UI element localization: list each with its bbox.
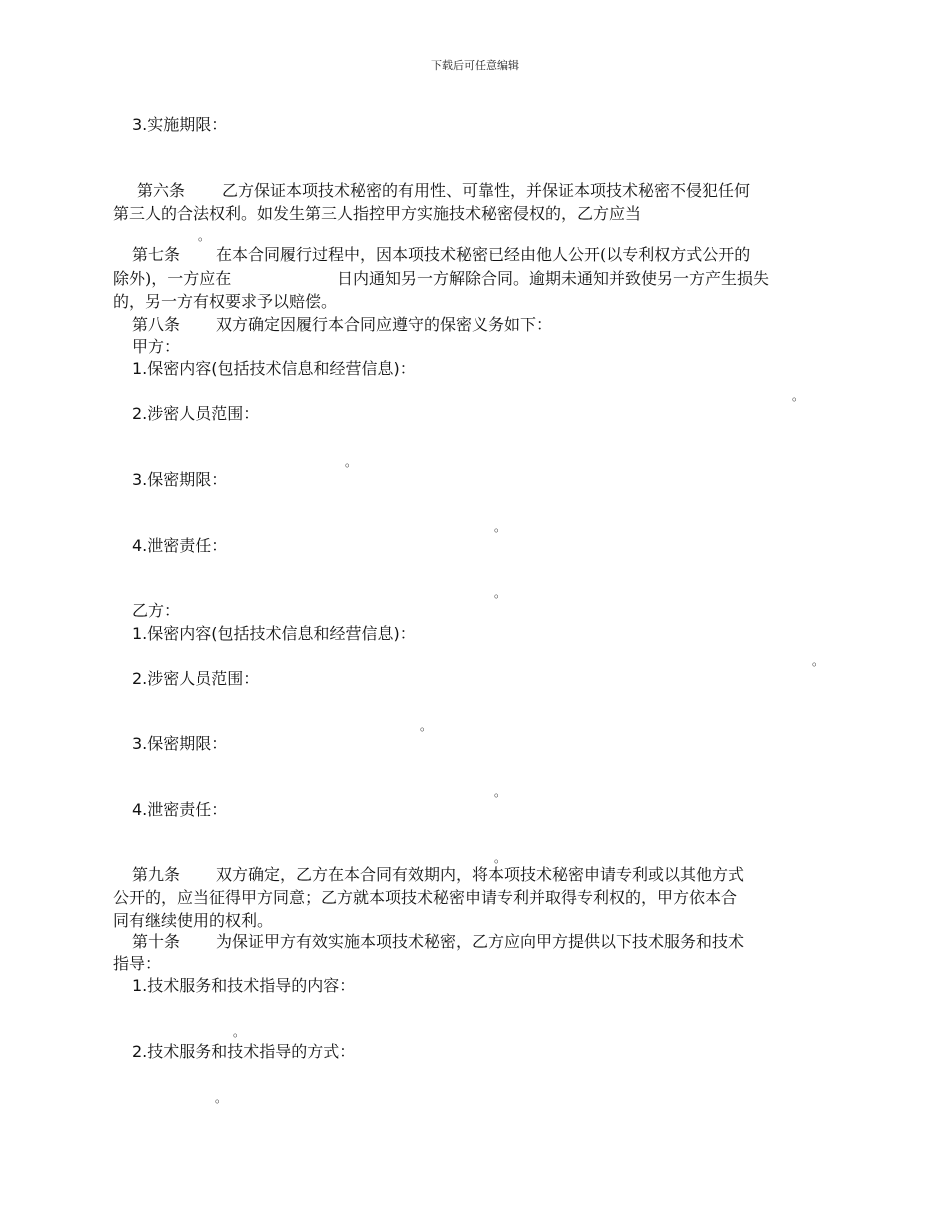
article-9-label: 第九条	[132, 865, 181, 884]
article-6-line-2: 第三人的合法权利。如发生第三人指控甲方实施技术秘密侵权的，乙方应当	[113, 204, 642, 223]
party-a-item-4-period: 。	[494, 586, 507, 600]
article-7-line-2b: 日内通知另一方解除合同。逾期未通知并致使另一方产生损失	[337, 269, 770, 288]
party-b-label: 乙方：	[132, 601, 181, 620]
party-a-item-3-period: 。	[494, 520, 507, 534]
party-b-item-4: 4.泄密责任：	[132, 800, 228, 819]
article-10-line-1: 为保证甲方有效实施本项技术秘密，乙方应向甲方提供以下技术服务和技术	[216, 932, 745, 951]
article-6-line-1: 乙方保证本项技术秘密的有用性、可靠性，并保证本项技术秘密不侵犯任何	[222, 181, 751, 200]
article-9-line-2: 公开的，应当征得甲方同意；乙方就本项技术秘密申请专利并取得专利权的，甲方依本合	[113, 888, 738, 907]
page-header: 下载后可任意编辑	[431, 59, 519, 72]
party-b-item-4-period: 。	[494, 851, 507, 865]
party-a-item-3: 3.保密期限：	[132, 470, 228, 489]
party-a-item-2-period: 。	[345, 455, 358, 469]
article-7-line-3: 的，另一方有权要求予以赔偿。	[113, 292, 338, 311]
article-10-item-2-period: 。	[215, 1091, 228, 1105]
party-a-item-1: 1.保密内容(包括技术信息和经营信息)：	[132, 359, 416, 378]
article-9-line-1: 双方确定，乙方在本合同有效期内，将本项技术秘密申请专利或以其他方式	[216, 865, 745, 884]
article-7-line-2a: 除外)，一方应在	[113, 269, 232, 288]
article-9-line-3: 同有继续使用的权利。	[113, 911, 274, 930]
article-6-period: 。	[198, 229, 211, 243]
party-a-item-1-period: 。	[792, 389, 805, 403]
party-b-item-1-period: 。	[812, 654, 825, 668]
article-8-text: 双方确定因履行本合同应遵守的保密义务如下：	[216, 315, 553, 334]
article-8-label: 第八条	[132, 315, 181, 334]
party-a-label: 甲方：	[132, 337, 181, 356]
article-7-label: 第七条	[132, 245, 181, 264]
article-10-item-1: 1.技术服务和技术指导的内容：	[132, 976, 356, 995]
article-6-label: 第六条	[137, 181, 186, 200]
party-b-item-1: 1.保密内容(包括技术信息和经营信息)：	[132, 624, 416, 643]
article-7-line-1: 在本合同履行过程中，因本项技术秘密已经由他人公开(以专利权方式公开的	[216, 245, 751, 264]
party-a-item-2: 2.涉密人员范围：	[132, 404, 260, 423]
party-b-item-3-period: 。	[494, 785, 507, 799]
party-a-item-4: 4.泄密责任：	[132, 536, 228, 555]
party-b-item-2: 2.涉密人员范围：	[132, 669, 260, 688]
party-b-item-3: 3.保密期限：	[132, 734, 228, 753]
implementation-period-label: 3.实施期限：	[132, 115, 228, 134]
article-10-line-2: 指导：	[113, 954, 162, 973]
article-10-label: 第十条	[132, 932, 181, 951]
article-10-item-2: 2.技术服务和技术指导的方式：	[132, 1042, 356, 1061]
party-b-item-2-period: 。	[420, 719, 433, 733]
article-10-item-1-period: 。	[233, 1025, 246, 1039]
